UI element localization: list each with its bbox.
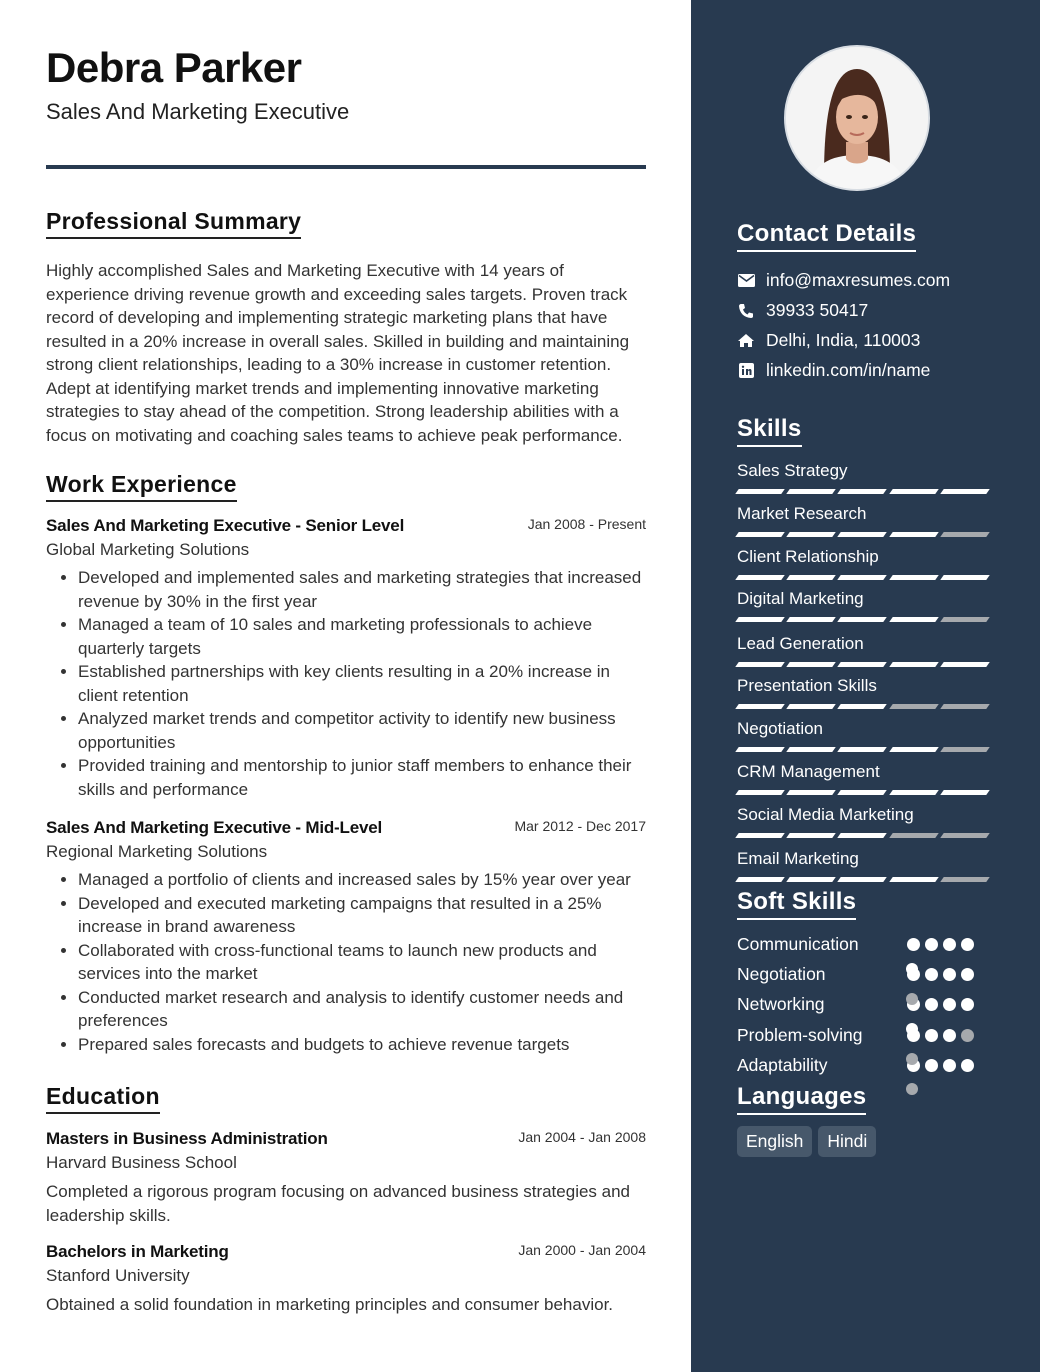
skill-rating-segment — [838, 747, 888, 752]
skill-rating-segment — [889, 489, 939, 494]
job-bullet: • Established partnerships with key clients resulting in a 20% increase in client retention — [78, 660, 646, 707]
skill-rating-segment — [786, 662, 836, 667]
skill-rating-segment — [735, 747, 785, 752]
skill-item — [737, 633, 993, 667]
soft-skill-name: Negotiation — [737, 964, 826, 984]
skill-name: Social Media Marketing — [737, 805, 914, 824]
skill-name: Sales Strategy — [737, 461, 848, 480]
rating-dot — [925, 998, 938, 1011]
skill-rating-bar — [737, 747, 993, 752]
school-name: Stanford University — [46, 1266, 190, 1285]
skill-rating-segment — [889, 704, 939, 709]
skill-item — [737, 848, 993, 882]
soft-skills-heading: Soft Skills — [737, 888, 856, 920]
home-icon — [737, 332, 755, 350]
skill-item — [737, 460, 993, 494]
summary-text: Highly accomplished Sales and Marketing Executive with 14 years of experience driving revenue growth and exceeding sales targets. Proven track record of developing and implementing strategic marketing plans that have resulted in a 20% increase in overall sales. Skilled in building and maintaining strong client relationships, leading to a 30% increase in customer retention. Adept at identifying market trends and implementing innovative marketing strategies to stay ahead of the competition. Strong leadership abilities with a focus on motivating and coaching sales teams to achieve peak performance. — [46, 261, 630, 445]
linkedin-icon — [737, 362, 755, 380]
skill-item — [737, 804, 993, 838]
skill-rating-segment — [786, 747, 836, 752]
skill-rating-segment — [838, 532, 888, 537]
job-bullet: • Collaborated with cross-functional teams to launch new products and services into the market — [78, 939, 646, 986]
skill-rating-bar — [737, 704, 993, 709]
rating-dot — [961, 998, 974, 1011]
skill-name: Market Research — [737, 504, 867, 523]
languages-list — [737, 1126, 882, 1157]
skill-rating-segment — [735, 704, 785, 709]
school-name: Harvard Business School — [46, 1153, 237, 1172]
skill-rating-segment — [940, 704, 990, 709]
skill-rating-segment — [838, 833, 888, 838]
job-bullet: • Managed a team of 10 sales and marketing professionals to achieve quarterly targets — [78, 613, 646, 660]
skill-rating-segment — [786, 790, 836, 795]
header-divider — [46, 165, 646, 169]
skill-rating-segment — [735, 877, 785, 882]
job-bullet: • Conducted market research and analysis to identify customer needs and preferences — [78, 986, 646, 1033]
rating-dot — [961, 968, 974, 981]
contact-address — [737, 330, 920, 351]
skill-rating-bar — [737, 877, 993, 882]
skill-rating-segment — [735, 575, 785, 580]
skill-item — [737, 588, 993, 622]
rating-dot — [943, 938, 956, 951]
rating-dot — [943, 1029, 956, 1042]
skill-rating-segment — [889, 532, 939, 537]
soft-skill-item — [737, 994, 997, 1020]
skill-name: CRM Management — [737, 762, 880, 781]
rating-dot-stray — [906, 993, 918, 1005]
education-description: Completed a rigorous program focusing on advanced business strategies and leadership skills. — [46, 1182, 631, 1225]
skill-name: Digital Marketing — [737, 589, 864, 608]
rating-dot — [925, 968, 938, 981]
skill-rating-segment — [786, 532, 836, 537]
soft-skill-name: Communication — [737, 934, 859, 954]
education-date: Jan 2000 - Jan 2004 — [518, 1242, 646, 1258]
skill-rating-segment — [735, 790, 785, 795]
soft-skill-name: Networking — [737, 994, 825, 1014]
skill-rating-segment — [735, 532, 785, 537]
education-entry — [46, 1242, 646, 1317]
job-company: Regional Marketing Solutions — [46, 842, 268, 861]
skill-rating-segment — [940, 833, 990, 838]
job-entry — [46, 818, 646, 1056]
job-bullet: • Provided training and mentorship to junior staff members to enhance their skills and performance — [78, 754, 646, 801]
skill-rating-segment — [735, 662, 785, 667]
skill-rating-segment — [889, 877, 939, 882]
soft-skill-item — [737, 934, 997, 960]
skill-item — [737, 675, 993, 709]
skill-rating-segment — [838, 662, 888, 667]
skill-rating-segment — [838, 489, 888, 494]
rating-dot — [961, 938, 974, 951]
soft-skill-item — [737, 1055, 997, 1081]
rating-dot — [925, 1059, 938, 1072]
skills-heading: Skills — [737, 415, 802, 447]
education-entry — [46, 1129, 646, 1227]
language-chip: English — [737, 1126, 812, 1157]
rating-dot-stray — [906, 1053, 918, 1065]
skill-rating-segment — [786, 489, 836, 494]
skill-rating-bar — [737, 532, 993, 537]
phone-icon — [737, 302, 755, 320]
job-bullets — [46, 868, 646, 1056]
soft-skill-name: Adaptability — [737, 1055, 828, 1075]
contact-heading: Contact Details — [737, 220, 916, 252]
skill-name: Client Relationship — [737, 547, 879, 566]
skill-rating-segment — [889, 790, 939, 795]
envelope-icon — [737, 272, 755, 290]
skill-rating-segment — [889, 617, 939, 622]
skill-rating-segment — [940, 489, 990, 494]
job-entry — [46, 516, 646, 801]
skill-name: Negotiation — [737, 719, 824, 738]
summary-heading: Professional Summary — [46, 208, 301, 239]
rating-dot — [943, 968, 956, 981]
skill-name: Presentation Skills — [737, 676, 877, 695]
skill-rating-segment — [786, 617, 836, 622]
job-company: Global Marketing Solutions — [46, 540, 250, 559]
job-title: Sales And Marketing Executive - Senior Level — [46, 516, 405, 535]
skill-item — [737, 761, 993, 795]
skill-rating-bar — [737, 790, 993, 795]
candidate-name: Debra Parker — [46, 44, 302, 91]
job-bullets — [46, 566, 646, 801]
skill-rating-segment — [838, 877, 888, 882]
skill-rating-segment — [940, 532, 990, 537]
degree-name: Bachelors in Marketing — [46, 1242, 229, 1261]
job-bullet: • Developed and executed marketing campaigns that resulted in a 25% increase in brand awareness — [78, 892, 646, 939]
rating-dot — [907, 938, 920, 951]
rating-dot-stray — [906, 1083, 918, 1095]
rating-dot-stray — [906, 963, 918, 975]
skill-rating-segment — [940, 747, 990, 752]
soft-skill-rating — [907, 1059, 979, 1072]
education-description: Obtained a solid foundation in marketing principles and consumer behavior. — [46, 1295, 614, 1314]
rating-dot — [943, 1059, 956, 1072]
rating-dot — [943, 998, 956, 1011]
skill-rating-segment — [786, 877, 836, 882]
degree-name: Masters in Business Administration — [46, 1129, 328, 1148]
skill-rating-bar — [737, 662, 993, 667]
rating-dot — [925, 1029, 938, 1042]
skill-rating-segment — [889, 747, 939, 752]
soft-skill-name: Problem-solving — [737, 1025, 863, 1045]
contact-linkedin[interactable] — [737, 360, 930, 381]
soft-skill-rating — [907, 938, 979, 951]
job-bullet: • Managed a portfolio of clients and increased sales by 15% year over year — [78, 868, 646, 892]
skill-rating-segment — [735, 489, 785, 494]
contact-text: info@maxresumes.com — [766, 270, 951, 290]
skill-rating-segment — [940, 662, 990, 667]
rating-dot — [961, 1029, 974, 1042]
contact-text: Delhi, India, 110003 — [766, 330, 921, 350]
profile-photo — [784, 45, 930, 191]
skill-rating-bar — [737, 833, 993, 838]
rating-dot — [925, 938, 938, 951]
soft-skill-item — [737, 964, 997, 990]
skill-rating-bar — [737, 617, 993, 622]
job-date: Jan 2008 - Present — [527, 516, 646, 532]
job-bullet: • Prepared sales forecasts and budgets to achieve revenue targets — [78, 1033, 646, 1057]
languages-heading: Languages — [737, 1083, 866, 1115]
soft-skill-rating — [907, 1029, 979, 1042]
education-heading: Education — [46, 1083, 160, 1114]
skill-rating-segment — [940, 877, 990, 882]
skill-rating-segment — [786, 833, 836, 838]
skill-rating-segment — [940, 575, 990, 580]
skill-rating-segment — [786, 704, 836, 709]
candidate-title: Sales And Marketing Executive — [46, 99, 350, 124]
skill-rating-segment — [940, 617, 990, 622]
job-title: Sales And Marketing Executive - Mid-Level — [46, 818, 382, 837]
rating-dot — [961, 1059, 974, 1072]
contact-text: linkedin.com/in/name — [766, 360, 931, 380]
skill-rating-bar — [737, 575, 993, 580]
education-date: Jan 2004 - Jan 2008 — [518, 1129, 646, 1145]
contact-email[interactable] — [737, 270, 950, 291]
job-bullet: • Developed and implemented sales and marketing strategies that increased revenue by 30% in the first year — [78, 566, 646, 613]
skill-item — [737, 718, 993, 752]
job-bullet: • Analyzed market trends and competitor activity to identify new business opportunities — [78, 707, 646, 754]
contact-text: 39933 50417 — [766, 300, 869, 320]
skill-rating-segment — [838, 617, 888, 622]
skill-rating-segment — [838, 575, 888, 580]
skill-name: Email Marketing — [737, 849, 859, 868]
skill-rating-segment — [889, 662, 939, 667]
skill-rating-segment — [735, 833, 785, 838]
contact-phone[interactable] — [737, 300, 868, 321]
soft-skill-item — [737, 1025, 997, 1051]
rating-dot-stray — [906, 1023, 918, 1035]
skill-item — [737, 546, 993, 580]
skill-item — [737, 503, 993, 537]
sidebar — [691, 0, 1040, 1372]
skill-rating-segment — [940, 790, 990, 795]
experience-heading: Work Experience — [46, 471, 237, 502]
skill-rating-segment — [838, 704, 888, 709]
skill-name: Lead Generation — [737, 634, 864, 653]
skill-rating-bar — [737, 489, 993, 494]
skill-rating-segment — [735, 617, 785, 622]
skill-rating-segment — [889, 833, 939, 838]
language-chip: Hindi — [818, 1126, 876, 1157]
skill-rating-segment — [838, 790, 888, 795]
skill-rating-segment — [786, 575, 836, 580]
skill-rating-segment — [889, 575, 939, 580]
job-date: Mar 2012 - Dec 2017 — [514, 818, 646, 834]
